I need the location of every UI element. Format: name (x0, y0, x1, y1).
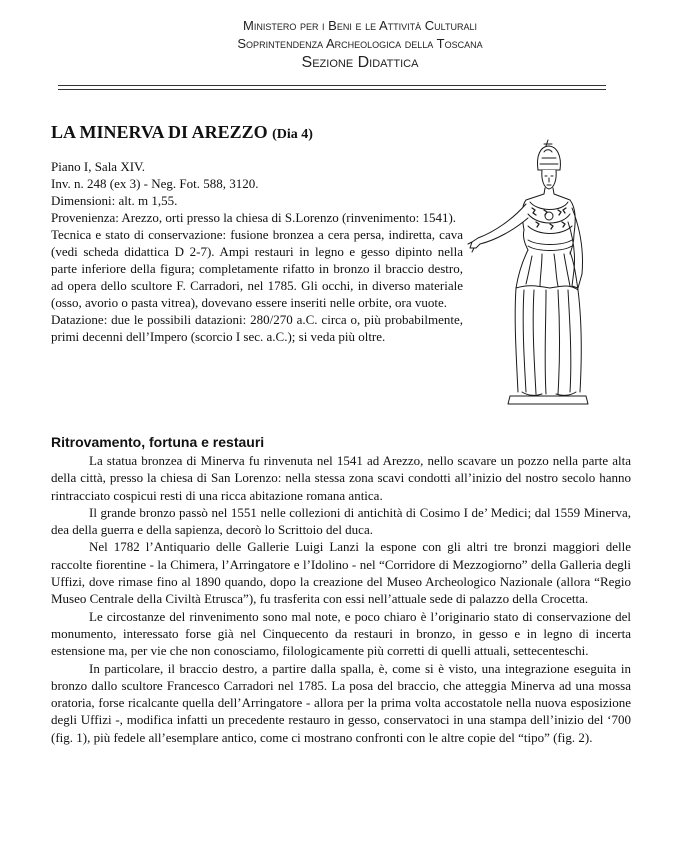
info-provenance: Provenienza: Arezzo, orti presso la chiesa di S.Lorenzo (rinvenimento: 1541). (51, 210, 457, 225)
info-location: Piano I, Sala XIV. (51, 159, 146, 174)
page-title (51, 121, 313, 146)
paragraph-discovery: La statua bronzea di Minerva fu rinvenuta nel 1541 ad Arezzo, nello scavare un pozzo nella parte alta della città, presso la chiesa di San Lorenzo: nella stessa zona scavi condotti all’inizio del nostro secolo hanno rintracciato cospicui resti di una ricca abitazione romana antica. (51, 453, 631, 503)
title-slide-note: (Dia 4) (272, 127, 313, 142)
info-dimensions: Dimensioni: alt. m 1,55. (51, 193, 178, 208)
paragraph-circumstances: Le circostanze del rinvenimento sono mal note, e poco chiaro è l’originario stato di conservazione del monumento, interessato forse già nel Cinquecento da restauri in bronzo, in gesso e in legno di incerta estensione ma, per vie che non conosciamo, filologicamente più corretti di quelli attuali, settecenteschi. (51, 608, 631, 659)
info-inventory: Inv. n. 248 (ex 3) - Neg. Fot. 588, 3120. (51, 176, 259, 191)
section-body (51, 452, 631, 746)
paragraph-uffizi: Nel 1782 l’Antiquario delle Gallerie Luigi Lanzi la espone con gli altri tre bronzi maggiori delle raccolte fiorentine - la Chimera, l’Arringatore e l’Idolino - nel “Corridore di Mezzogiorno” della Galleria degli Uffizi, dove rimase fino al 1890 quando, dopo la creazione del Museo Archeologico Nazionale (allora “Regio Museo Centrale della Civiltà Etrusca”), fu trasferita con essi nell’attuale sede di palazzo della Crocetta. (51, 539, 631, 607)
info-technique: Tecnica e stato di conservazione: fusione bronzea a cera persa, indiretta, cava (vedi scheda didattica D 2-7). Ampi restauri in legno e gesso dipinto nella parte inferiore della figura; completamente rifatto in bronzo il braccio destro, ad opera dello scultore F. Carradori, nel 1785. Gli occhi, in diverso materiale (osso, avorio o pasta vitrea), dovevano essere inseriti nelle orbite, ora vuote. (51, 227, 463, 310)
info-block (51, 158, 463, 345)
header-section: Sezione Didattica (301, 54, 419, 71)
paragraph-right-arm: In particolare, il braccio destro, a partire dalla spalla, è, come si è visto, una integrazione eseguita in bronzo dallo scultore Francesco Carradori nel 1785. La posa del braccio, che atteggia Minerva ad una mossa oratoria, forse ricalcante quella dell’Arringatore - allora per la prima volta accostatole nella nuova esposizione degli Uffizi -, modifica infatti un precedente restauro in gesso, conservatoci in una stampa dell’inizio del ‘700 (fig. 1), più fedele all’esemplare antico, come ci mostrano confronti con le altre copie del “tipo” (fig. 2). (51, 660, 631, 745)
paragraph-medici: Il grande bronzo passò nel 1551 nelle collezioni di antichità di Cosimo I de’ Medici; dal 1559 Minerva, dea della guerra e della sapienza, decorò lo Scrittoio del duca. (51, 504, 631, 538)
minerva-statue-illustration (466, 138, 616, 410)
header-superintendency: Soprintendenza Archeologica della Toscana (237, 36, 483, 51)
header-divider-bottom (58, 89, 606, 90)
header-divider-top (58, 85, 606, 86)
header-ministry: Ministero per i Beni e le Attività Culturali (243, 18, 477, 33)
section-heading: Ritrovamento, fortuna e restauri (51, 434, 265, 450)
title-text: LA MINERVA DI AREZZO (51, 122, 268, 142)
info-dating: Datazione: due le possibili datazioni: 280/270 a.C. circa o, più probabilmente, primi decenni dell’Impero (scorcio I sec. a.C.); si veda più oltre. (51, 312, 463, 344)
